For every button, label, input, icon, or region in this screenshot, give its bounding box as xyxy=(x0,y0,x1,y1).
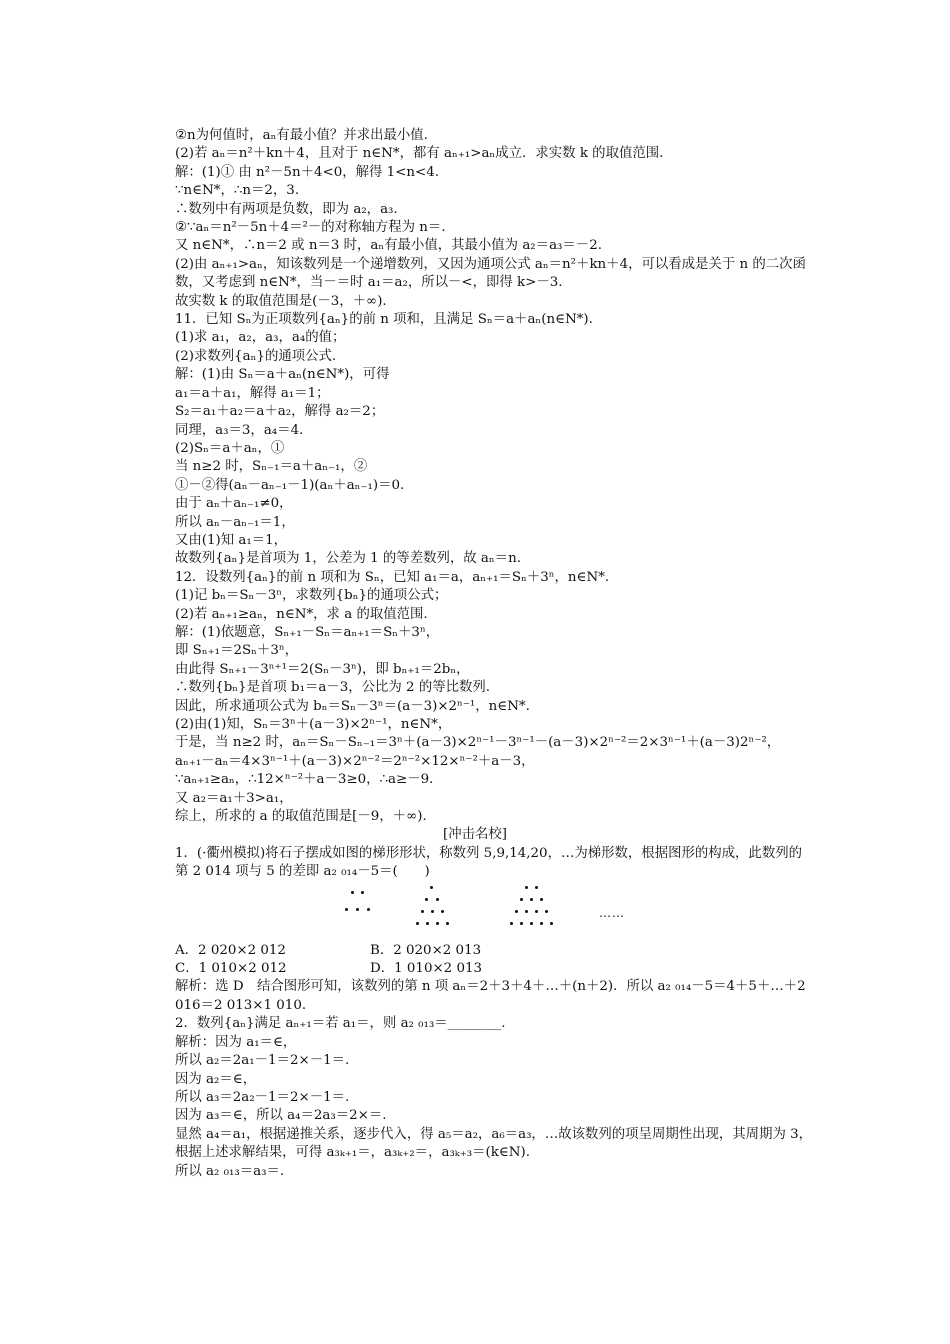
dot xyxy=(535,910,538,913)
text-line: a₁＝a＋a₁，解得 a₁＝1； xyxy=(175,385,330,401)
text-line: 所以 a₂＝2a₁－1＝2×－1＝. xyxy=(175,1053,350,1069)
figure-ellipsis: …… xyxy=(599,905,625,920)
text-line: (2)由 aₙ₊₁>aₙ，知该数列是一个递增数列，又因为通项公式 aₙ＝n²＋kn＋4，可以看成是关于 n 的二次函数，又考虑到 n∈N*，当－＝时 a₁＝a₂，所以－<，即得 k>－3. xyxy=(175,256,806,291)
dot xyxy=(430,886,433,889)
text-line: 因为 a₃＝∈，所以 a₄＝2a₃＝2×＝. xyxy=(175,1108,387,1124)
text-line: 同理，a₃＝3，a₄＝4. xyxy=(175,422,304,438)
dot xyxy=(425,898,428,901)
dot xyxy=(416,922,419,925)
problem-12-title: 12．设数列{aₙ}的前 n 项和为 Sₙ，已知 a₁＝a，aₙ₊₁＝Sₙ＋3ⁿ，n∈N*. xyxy=(175,569,610,585)
text-line: aₙ₊₁－aₙ＝4×3ⁿ⁻¹＋(a－3)×2ⁿ⁻²＝2ⁿ⁻²×12×ⁿ⁻²＋a－3， xyxy=(175,753,535,769)
text-line: 解：(1)依题意，Sₙ₊₁－Sₙ＝aₙ₊₁＝Sₙ＋3ⁿ， xyxy=(175,624,440,640)
dot xyxy=(540,898,543,901)
dot xyxy=(540,922,543,925)
text-line: 于是，当 n≥2 时，aₙ＝Sₙ－Sₙ₋₁＝3ⁿ＋(a－3)×2ⁿ⁻¹－3ⁿ⁻¹－(a－3)×2ⁿ⁻²＝2×3ⁿ⁻¹＋(a－3)2ⁿ⁻²， xyxy=(175,735,781,751)
text-line: 所以 a₃＝2a₂－1＝2×－1＝. xyxy=(175,1089,350,1105)
problem-11-title: 11．已知 Sₙ为正项数列{aₙ}的前 n 项和，且满足 Sₙ＝a＋aₙ(n∈N*). xyxy=(175,312,593,328)
text-line: 故数列{aₙ}是首项为 1，公差为 1 的等差数列，故 aₙ＝n. xyxy=(175,551,521,567)
choice-b: B．2 020×2 013 xyxy=(370,942,482,958)
document-page xyxy=(175,127,815,1181)
text-line: 由于 aₙ＋aₙ₋₁≠0， xyxy=(175,496,293,512)
text-line: ∵n∈N*，∴n＝2，3. xyxy=(175,183,300,199)
text-line: (2)若 aₙ₊₁≥aₙ，n∈N*，求 a 的取值范围. xyxy=(175,606,428,622)
text-line: ∵aₙ₊₁≥aₙ，∴12×ⁿ⁻²＋a－3≥0，∴a≥－9. xyxy=(175,772,434,788)
dot xyxy=(530,898,533,901)
text-line: 当 n≥2 时，Sₙ₋₁＝a＋aₙ₋₁，② xyxy=(175,459,368,475)
text-line: 故实数 k 的取值范围是(－3，＋∞). xyxy=(175,293,387,309)
text-line: ①－②得(aₙ－aₙ₋₁－1)(aₙ＋aₙ₋₁)＝0. xyxy=(175,477,405,493)
text-line: 即 Sₙ₊₁＝2Sₙ＋3ⁿ， xyxy=(175,643,299,659)
section-heading: [冲击名校] xyxy=(442,827,507,843)
text-line: (2)求数列{aₙ}的通项公式. xyxy=(175,348,337,364)
dot xyxy=(535,886,538,889)
dot xyxy=(441,910,444,913)
text-line: ②n为何值时，aₙ有最小值？并求出最小值. xyxy=(175,128,428,143)
dot xyxy=(545,910,548,913)
text-line: 因为 a₂＝∈， xyxy=(175,1071,257,1087)
dot xyxy=(431,910,434,913)
text-line: 显然 a₄＝a₁，根据递推关系，逐步代入，得 a₅＝a₂，a₆＝a₃，…故该数列的项呈周期性出现，其周期为 3，根据上述求解结果，可得 a₃ₖ₊₁＝，a₃ₖ₊₂＝，a₃ₖ₊₃＝(k∈N). xyxy=(175,1126,813,1161)
dot xyxy=(530,922,533,925)
dot xyxy=(510,922,513,925)
text-line: 解析：因为 a₁＝∈， xyxy=(175,1034,297,1050)
text-line: ∴数列{bₙ}是首项 b₁＝a－3，公比为 2 的等比数列. xyxy=(175,680,491,696)
dot xyxy=(520,922,523,925)
text-line: (2)Sₙ＝a＋aₙ，① xyxy=(175,440,285,456)
text-line: ∴数列中有两项是负数，即为 a₂，a₃. xyxy=(175,201,398,217)
dot xyxy=(520,898,523,901)
text-line: 综上，所求的 a 的取值范围是[－9，＋∞). xyxy=(175,809,427,825)
text-line: 所以 a₂ ₀₁₃＝a₃＝. xyxy=(175,1163,285,1179)
problem-2-title: 2．数列{aₙ}满足 aₙ₊₁＝若 a₁＝，则 a₂ ₀₁₃＝________. xyxy=(175,1016,506,1032)
text-line: 又由(1)知 a₁＝1， xyxy=(175,532,288,548)
text-line: (1)记 bₙ＝Sₙ－3ⁿ，求数列{bₙ}的通项公式； xyxy=(175,588,448,604)
text-line: (1)求 a₁，a₂，a₃，a₄的值； xyxy=(175,330,346,346)
dot xyxy=(356,908,359,911)
choice-a: A．2 020×2 012 xyxy=(175,942,286,958)
dot xyxy=(515,910,518,913)
text-line: S₂＝a₁＋a₂＝a＋a₂，解得 a₂＝2； xyxy=(175,404,385,420)
dot xyxy=(525,886,528,889)
dot xyxy=(436,922,439,925)
dot xyxy=(351,891,354,894)
dot xyxy=(361,891,364,894)
trapezoid-dots-figure xyxy=(175,886,815,936)
choice-c: C．1 010×2 012 xyxy=(175,961,287,977)
text-line: 由此得 Sₙ₊₁－3ⁿ⁺¹＝2(Sₙ－3ⁿ)，即 bₙ₊₁＝2bₙ， xyxy=(175,661,470,677)
answer-choices xyxy=(175,942,815,979)
text-line: 又 n∈N*，∴n＝2 或 n＝3 时，aₙ有最小值，其最小值为 a₂＝a₃＝－2. xyxy=(175,238,602,254)
dot xyxy=(345,908,348,911)
dot xyxy=(525,910,528,913)
dot xyxy=(426,922,429,925)
dot xyxy=(550,922,553,925)
dot xyxy=(436,898,439,901)
text-line: 又 a₂＝a₁＋3>a₁， xyxy=(175,790,293,806)
text-line: 解：(1)① 由 n²－5n＋4<0，解得 1<n<4. xyxy=(175,164,440,180)
choice-d: D．1 010×2 013 xyxy=(370,961,483,977)
dot xyxy=(421,910,424,913)
text-line: ②∵aₙ＝n²－5n＋4＝²－的对称轴方程为 n＝. xyxy=(175,220,446,236)
text-line: 所以 aₙ－aₙ₋₁＝1， xyxy=(175,514,295,530)
text-line: 因此，所求通项公式为 bₙ＝Sₙ－3ⁿ＝(a－3)×2ⁿ⁻¹，n∈N*. xyxy=(175,698,530,714)
text-line: (2)由(1)知，Sₙ＝3ⁿ＋(a－3)×2ⁿ⁻¹，n∈N*， xyxy=(175,717,452,732)
problem-1-title: 1．(·衢州模拟)将石子摆成如图的梯形形状，称数列 5,9,14,20，…为梯形数，根据图形的构成，此数列的第 2 014 项与 5 的差即 a₂ ₀₁₄－5＝( ) xyxy=(175,845,802,880)
text-line: 解析：选 D 结合图形可知，该数列的第 n 项 aₙ＝2＋3＋4＋…＋(n＋2)．所以 a₂ ₀₁₄－5＝4＋5＋…＋2 016＝2 013×1 010. xyxy=(175,979,806,1013)
text-line: 解：(1)由 Sₙ＝a＋aₙ(n∈N*)，可得 xyxy=(175,367,390,383)
dot xyxy=(446,922,449,925)
text-line: (2)若 aₙ＝n²＋kn＋4，且对于 n∈N*，都有 aₙ₊₁>aₙ成立．求实数 k 的取值范围. xyxy=(175,146,664,162)
dot xyxy=(367,908,370,911)
